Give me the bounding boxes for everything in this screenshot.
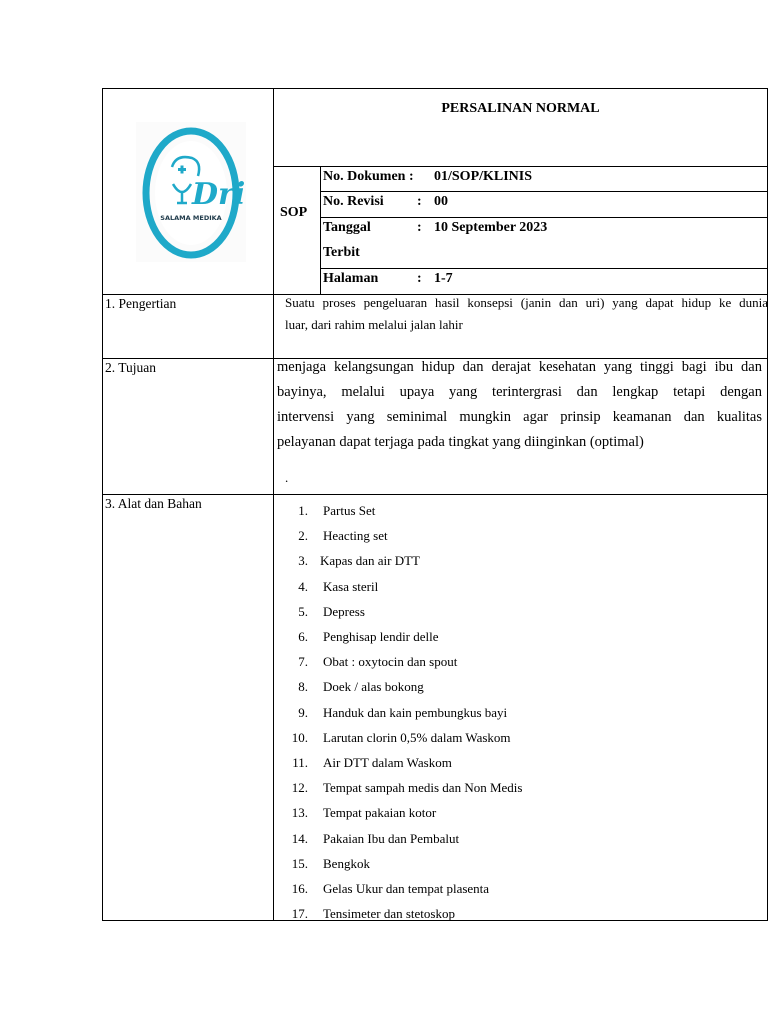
pengertian-heading: 1. Pengertian [105, 296, 177, 311]
list-item-number: 5. [298, 603, 308, 619]
list-item-number: 8. [298, 679, 308, 695]
issue-date-label-2: Terbit [323, 245, 360, 260]
list-item-number: 16. [291, 881, 308, 896]
page-colon: : [417, 271, 422, 286]
doc-row-divider [320, 217, 768, 218]
alat-heading: 3. Alat dan Bahan [105, 496, 202, 511]
tujuan-text-line-1: menjaga kelangsungan hidup dan derajat kesehatan yang tinggi bagi ibu dan [277, 359, 762, 375]
list-item-number: 14. [291, 830, 308, 846]
list-item-number: 10. [291, 729, 308, 745]
list-item: Bengkok [323, 855, 370, 871]
list-item-number: 3. [298, 553, 308, 569]
list-item: Heacting set [323, 528, 388, 544]
list-item-number: 2. [298, 528, 308, 544]
list-item: Obat : oxytocin dan spout [323, 654, 458, 670]
list-item-number: 4. [298, 578, 308, 594]
list-item-number: 1. [298, 503, 308, 518]
list-item: Gelas Ukur dan tempat plasenta [323, 881, 490, 896]
doc-number-value: 01/SOP/KLINIS [434, 169, 533, 184]
logo-subtitle: SALAMA MEDIKA [160, 214, 222, 222]
sop-label: SOP [280, 205, 308, 220]
page-label: Halaman [323, 271, 379, 286]
document-title: PERSALINAN NORMAL [441, 101, 600, 116]
page-value: 1-7 [434, 271, 453, 286]
list-item: Pakaian Ibu dan Pembalut [323, 830, 460, 846]
issue-date-colon: : [417, 220, 422, 235]
list-item: Kapas dan air DTT [320, 553, 420, 569]
clinic-logo [136, 122, 246, 262]
pengertian-text-line-1: Suatu proses pengeluaran hasil konsepsi (janin dan uri) yang dapat hidup ke dunia [285, 295, 768, 310]
tujuan-text-line-2: bayinya, melalui upaya yang terintergrasi dan lengkap tetapi dengan [277, 384, 762, 400]
revision-colon: : [417, 194, 422, 209]
tujuan-dot: . [285, 470, 289, 485]
section-divider [102, 494, 768, 495]
revision-label: No. Revisi [323, 194, 384, 209]
list-item-number: 7. [298, 654, 308, 670]
tujuan-text-line-3: intervensi yang seminimal mungkin agar prinsip keamanan dan kualitas [277, 409, 762, 425]
list-item-number: 13. [291, 805, 308, 821]
title-divider [273, 166, 768, 167]
doc-number-label: No. Dokumen : [323, 169, 414, 184]
tujuan-heading: 2. Tujuan [105, 360, 157, 375]
table-border-left [102, 88, 103, 921]
tujuan-text-line-4: pelayanan dapat terjaga pada tingkat yang diinginkan (optimal) [277, 434, 644, 450]
list-item: Penghisap lendir delle [323, 629, 439, 644]
table-border-top [102, 88, 768, 89]
list-item: Tensimeter dan stetoskop [323, 906, 455, 922]
list-item: Partus Set [323, 503, 376, 518]
pengertian-text-line-2: luar, dari rahim melalui jalan lahir [285, 317, 463, 332]
logo-wordmark: Dri [192, 177, 246, 212]
list-item: Kasa steril [323, 578, 379, 594]
doc-row-divider [320, 268, 768, 269]
list-item-number: 17. [291, 906, 308, 922]
list-item: Air DTT dalam Waskom [323, 755, 452, 770]
list-item-number: 12. [291, 780, 308, 796]
list-item: Depress [323, 603, 365, 619]
list-item: Tempat pakaian kotor [323, 805, 437, 821]
list-item-number: 9. [298, 704, 308, 720]
list-item-number: 15. [291, 855, 308, 871]
list-item: Doek / alas bokong [323, 679, 424, 695]
sop-column-divider [320, 166, 321, 294]
list-item-number: 11. [292, 755, 308, 770]
revision-value: 00 [434, 194, 448, 209]
doc-row-divider [320, 191, 768, 192]
list-item-number: 6. [298, 629, 308, 644]
list-item: Handuk dan kain pembungkus bayi [323, 704, 508, 720]
issue-date-label: Tanggal [323, 220, 371, 235]
issue-date-value: 10 September 2023 [434, 220, 548, 235]
list-item: Larutan clorin 0,5% dalam Waskom [323, 729, 511, 745]
list-item: Tempat sampah medis dan Non Medis [323, 780, 523, 796]
